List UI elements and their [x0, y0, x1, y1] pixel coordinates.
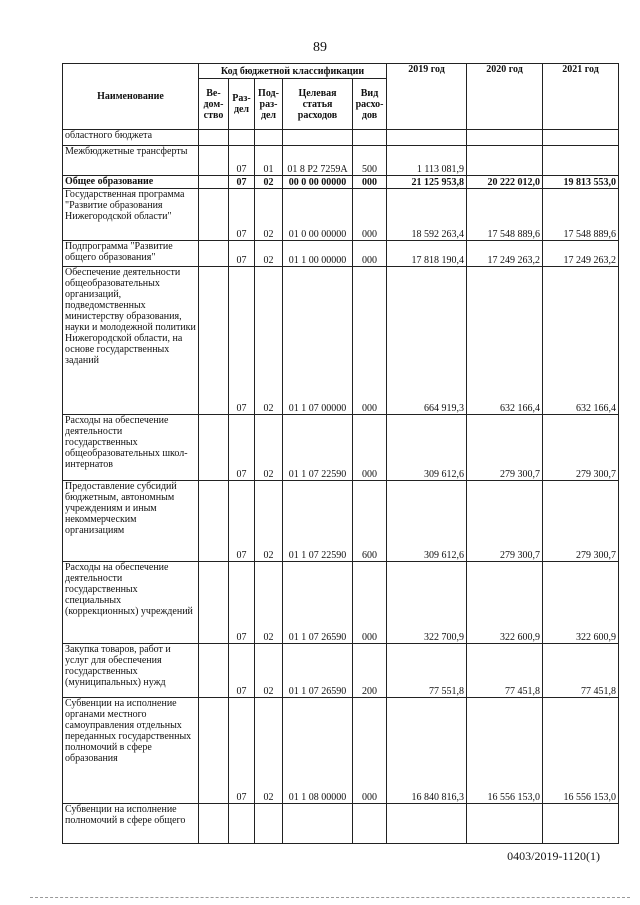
row-2020: 322 600,9 — [467, 562, 543, 644]
row-2021 — [543, 804, 619, 844]
row-2021 — [543, 130, 619, 146]
row-vedomstvo — [199, 267, 229, 415]
row-2021: 16 556 153,0 — [543, 698, 619, 804]
row-2019: 309 612,6 — [387, 415, 467, 481]
row-name: Субвенции на исполнение полномочий в сфере общего — [63, 804, 199, 844]
header-celevaya: Целевая статья расходов — [283, 79, 353, 130]
row-celevaya: 01 1 07 22590 — [283, 415, 353, 481]
row-vid: 000 — [353, 176, 387, 189]
row-vedomstvo — [199, 415, 229, 481]
header-code-group: Код бюджетной классификации — [199, 64, 387, 79]
row-2021: 77 451,8 — [543, 644, 619, 698]
row-vid: 600 — [353, 481, 387, 562]
row-name: Обеспечение деятельности общеобразовательных организаций, подведомственных министерству образования, науки и молодежной политики Нижегородской области, на основе государственных заданий — [63, 267, 199, 415]
row-podrazdel: 02 — [255, 241, 283, 267]
row-razdel: 07 — [229, 698, 255, 804]
row-vedomstvo — [199, 481, 229, 562]
row-2021: 279 300,7 — [543, 481, 619, 562]
row-vid: 000 — [353, 267, 387, 415]
row-2019: 77 551,8 — [387, 644, 467, 698]
row-2020: 279 300,7 — [467, 415, 543, 481]
row-podrazdel: 02 — [255, 189, 283, 241]
header-razdel: Раз- дел — [229, 79, 255, 130]
row-razdel: 07 — [229, 146, 255, 176]
row-podrazdel: 02 — [255, 644, 283, 698]
row-2021: 17 249 263,2 — [543, 241, 619, 267]
row-2020: 279 300,7 — [467, 481, 543, 562]
row-2020: 17 249 263,2 — [467, 241, 543, 267]
table-row — [63, 130, 619, 146]
row-vid — [353, 804, 387, 844]
row-podrazdel: 02 — [255, 562, 283, 644]
row-razdel — [229, 130, 255, 146]
row-2020: 16 556 153,0 — [467, 698, 543, 804]
row-razdel: 07 — [229, 415, 255, 481]
table-row — [63, 698, 619, 804]
row-razdel: 07 — [229, 267, 255, 415]
row-2019: 322 700,9 — [387, 562, 467, 644]
table-row — [63, 644, 619, 698]
row-razdel: 07 — [229, 176, 255, 189]
header-2019: 2019 год — [387, 64, 467, 130]
row-2019: 16 840 816,3 — [387, 698, 467, 804]
header-vedomstvo: Ве- дом- ство — [199, 79, 229, 130]
document-code: 0403/2019-1120(1) — [507, 849, 600, 863]
table-row — [63, 804, 619, 844]
row-name: Расходы на обеспечение деятельности государственных общеобразовательных школ-интернатов — [63, 415, 199, 481]
row-razdel: 07 — [229, 189, 255, 241]
header-vid: Вид расхо- дов — [353, 79, 387, 130]
row-celevaya — [283, 130, 353, 146]
row-podrazdel: 02 — [255, 267, 283, 415]
row-2020 — [467, 146, 543, 176]
row-name: Государственная программа "Развитие образования Нижегородской области" — [63, 189, 199, 241]
row-vedomstvo — [199, 804, 229, 844]
row-podrazdel — [255, 130, 283, 146]
row-2021: 632 166,4 — [543, 267, 619, 415]
row-razdel — [229, 804, 255, 844]
row-vid — [353, 130, 387, 146]
row-vedomstvo — [199, 698, 229, 804]
row-name: Закупка товаров, работ и услуг для обеспечения государственных (муниципальных) нужд — [63, 644, 199, 698]
row-name: Субвенции на исполнение органами местного самоуправления отдельных переданных государственных полномочий в сфере образования — [63, 698, 199, 804]
row-razdel: 07 — [229, 241, 255, 267]
row-razdel: 07 — [229, 481, 255, 562]
row-2019: 664 919,3 — [387, 267, 467, 415]
row-vid: 200 — [353, 644, 387, 698]
row-vedomstvo — [199, 644, 229, 698]
row-2021 — [543, 146, 619, 176]
row-2019: 21 125 953,8 — [387, 176, 467, 189]
row-celevaya: 01 1 08 00000 — [283, 698, 353, 804]
row-vid: 000 — [353, 562, 387, 644]
row-2020: 20 222 012,0 — [467, 176, 543, 189]
table-row — [63, 189, 619, 241]
row-2019 — [387, 130, 467, 146]
row-vid: 000 — [353, 698, 387, 804]
table-row — [63, 146, 619, 176]
table-row — [63, 562, 619, 644]
row-celevaya: 01 1 07 00000 — [283, 267, 353, 415]
page-number: 89 — [313, 40, 327, 55]
row-2021: 322 600,9 — [543, 562, 619, 644]
row-vid: 000 — [353, 241, 387, 267]
row-2019 — [387, 804, 467, 844]
row-vedomstvo — [199, 189, 229, 241]
scan-edge-artifact — [30, 897, 630, 900]
row-vedomstvo — [199, 241, 229, 267]
row-name: Подпрограмма "Развитие общего образования" — [63, 241, 199, 267]
row-vedomstvo — [199, 562, 229, 644]
row-2021: 17 548 889,6 — [543, 189, 619, 241]
row-2020: 17 548 889,6 — [467, 189, 543, 241]
header-name: Наименование — [63, 64, 199, 130]
row-podrazdel: 01 — [255, 146, 283, 176]
row-podrazdel: 02 — [255, 415, 283, 481]
row-celevaya: 00 0 00 00000 — [283, 176, 353, 189]
table-row — [63, 267, 619, 415]
table-row — [63, 176, 619, 189]
row-vedomstvo — [199, 146, 229, 176]
row-celevaya: 01 1 07 26590 — [283, 562, 353, 644]
row-2020 — [467, 804, 543, 844]
row-2019: 17 818 190,4 — [387, 241, 467, 267]
row-2021: 279 300,7 — [543, 415, 619, 481]
row-2021: 19 813 553,0 — [543, 176, 619, 189]
row-vid: 000 — [353, 415, 387, 481]
row-podrazdel: 02 — [255, 698, 283, 804]
row-celevaya: 01 1 07 26590 — [283, 644, 353, 698]
row-name: Расходы на обеспечение деятельности государственных специальных (коррекционных) учреждений — [63, 562, 199, 644]
table-row — [63, 241, 619, 267]
row-celevaya: 01 1 00 00000 — [283, 241, 353, 267]
row-podrazdel — [255, 804, 283, 844]
row-name: Общее образование — [63, 176, 199, 189]
row-name: Межбюджетные трансферты — [63, 146, 199, 176]
row-2020 — [467, 130, 543, 146]
row-celevaya: 01 1 07 22590 — [283, 481, 353, 562]
row-vedomstvo — [199, 176, 229, 189]
row-name: областного бюджета — [63, 130, 199, 146]
row-2019: 18 592 263,4 — [387, 189, 467, 241]
row-name: Предоставление субсидий бюджетным, автономным учреждениям и иным некоммерческим организациям — [63, 481, 199, 562]
header-2020: 2020 год — [467, 64, 543, 130]
header-podrazdel: Под- раз- дел — [255, 79, 283, 130]
row-vid: 500 — [353, 146, 387, 176]
table-row — [63, 481, 619, 562]
row-2019: 309 612,6 — [387, 481, 467, 562]
table-row — [63, 415, 619, 481]
row-celevaya: 01 8 P2 7259A — [283, 146, 353, 176]
row-celevaya: 01 0 00 00000 — [283, 189, 353, 241]
row-razdel: 07 — [229, 644, 255, 698]
row-podrazdel: 02 — [255, 176, 283, 189]
budget-table — [62, 63, 619, 844]
row-vedomstvo — [199, 130, 229, 146]
row-podrazdel: 02 — [255, 481, 283, 562]
row-2020: 632 166,4 — [467, 267, 543, 415]
row-vid: 000 — [353, 189, 387, 241]
row-2020: 77 451,8 — [467, 644, 543, 698]
row-celevaya — [283, 804, 353, 844]
header-2021: 2021 год — [543, 64, 619, 130]
row-razdel: 07 — [229, 562, 255, 644]
row-2019: 1 113 081,9 — [387, 146, 467, 176]
